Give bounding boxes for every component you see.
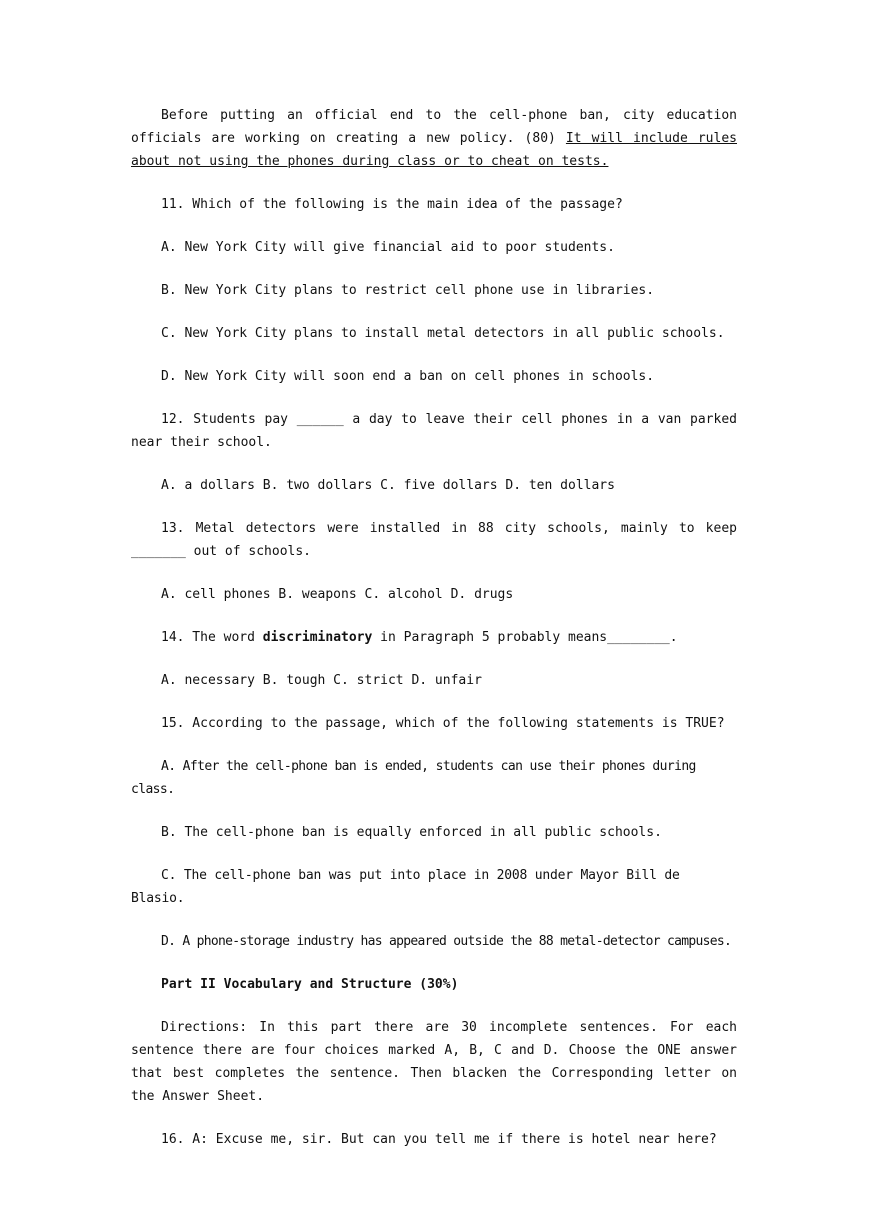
question-13-stem: 13. Metal detectors were installed in 88 city schools, mainly to keep _______ out of schools. <box>131 521 737 559</box>
question-15-option-a: A. After the cell-phone ban is ended, students can use their phones during class. <box>131 759 696 797</box>
question-14-stem <box>131 626 737 649</box>
question-15-option-d: D. A phone-storage industry has appeared outside the 88 metal-detector campuses. <box>161 934 732 949</box>
question-15-option-c: C. The cell-phone ban was put into place in 2008 under Mayor Bill de Blasio. <box>131 868 680 906</box>
question-11-option-a: A. New York City will give financial aid to poor students. <box>161 240 615 255</box>
document-page <box>131 104 737 1171</box>
question-11-stem: 11. Which of the following is the main idea of the passage? <box>161 197 623 212</box>
question-14-options: A. necessary B. tough C. strict D. unfair <box>161 673 482 688</box>
passage-ending-text: Before putting an official end to the cell-phone ban, city education officials are working on creating a new policy. (80) <box>131 108 737 146</box>
question-15-option-b: B. The cell-phone ban is equally enforced in all public schools. <box>161 825 662 840</box>
part-2-directions: Directions: In this part there are 30 incomplete sentences. For each sentence there are four choices marked A, B, C and D. Choose the ONE answer that best completes the sentence. Then blacken the Corresponding letter on the Answer Sheet. <box>131 1020 737 1104</box>
question-14-stem-after: in Paragraph 5 probably means________. <box>372 630 678 645</box>
part-2-heading: Part II Vocabulary and Structure (30%) <box>161 977 459 992</box>
question-11-option-c: C. New York City plans to install metal detectors in all public schools. <box>161 326 725 341</box>
question-11-option-d: D. New York City will soon end a ban on cell phones in schools. <box>161 369 655 384</box>
passage-ending-paragraph <box>131 104 737 173</box>
question-14-keyword: discriminatory <box>262 630 373 645</box>
question-14-stem-before: 14. The word <box>161 630 263 645</box>
question-16-stem: 16. A: Excuse me, sir. But can you tell me if there is hotel near here? <box>161 1132 717 1147</box>
question-11-option-b: B. New York City plans to restrict cell phone use in libraries. <box>161 283 655 298</box>
underlined-sentence-80: It will include rules about not using the phones during class or to cheat on tests. <box>131 131 737 169</box>
question-12-options: A. a dollars B. two dollars C. five dollars D. ten dollars <box>161 478 615 493</box>
question-12-stem: 12. Students pay ______ a day to leave their cell phones in a van parked near their school. <box>131 412 737 450</box>
question-15-stem: 15. According to the passage, which of the following statements is TRUE? <box>161 716 725 731</box>
question-13-options: A. cell phones B. weapons C. alcohol D. drugs <box>161 587 514 602</box>
